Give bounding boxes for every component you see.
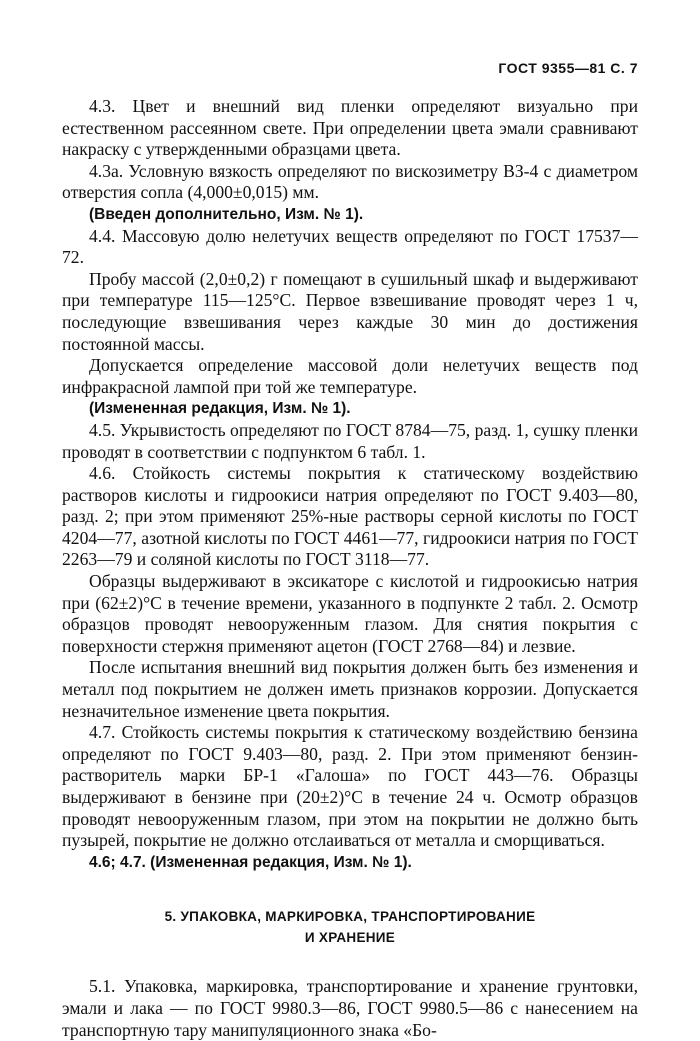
paragraph-4-6: 4.6. Стойкость системы покрытия к статическому воздействию растворов кислоты и гидроокиси натрия определяют по ГОСТ 9.403—80, разд. 2; при этом применяют 25%-ные растворы серной кислоты по ГОСТ 4204—77, азотной кислоты по ГОСТ 4461—77, гидроокиси натрия по ГОСТ 2263—79 и соляной кислоты по ГОСТ 3118—77. [62, 463, 638, 570]
paragraph-4-4-infrared: Допускается определение массовой доли нелетучих веществ под инфракрасной лампой при той же температуре. [62, 355, 638, 397]
amendment-note: (Введен дополнительно, Изм. № 1). [89, 205, 364, 223]
paragraph-4-3a: 4.3а. Условную вязкость определяют по вискозиметру ВЗ-4 с диаметром отверстия сопла (4,000±0,015) мм. [62, 160, 638, 203]
paragraph-4-5: 4.5. Укрывистость определяют по ГОСТ 8784—75, разд. 1, сушку пленки проводят в соответствии с подпунктом 6 табл. 1. [62, 419, 638, 462]
amendment-note: (Измененная редакция, Изм. № 1). [89, 400, 351, 418]
section-5-heading-line-2: И ХРАНЕНИЕ [304, 930, 396, 946]
paragraph-4-4-sample: Пробу массой (2,0±0,2) г помещают в сушильный шкаф и выдерживают при температуре 115—125°С. Первое взвешивание проводят через 1 ч, последующие взвешивания через каждые 30 мин до достижения постоянной массы. [62, 268, 638, 354]
running-header: ГОСТ 9355—81 С. 7 [498, 60, 638, 76]
section-5-heading [62, 906, 638, 948]
section-5-heading-line-1: 5. УПАКОВКА, МАРКИРОВКА, ТРАНСПОРТИРОВАНИЕ [164, 909, 536, 925]
paragraph-5-1: 5.1. Упаковка, маркировка, транспортирование и хранение грунтовки, эмали и лака — по ГОСТ 9980.3—86, ГОСТ 9980.5—86 с нанесением на транспортную тару манипуляционного знака «Бо- [62, 976, 638, 1040]
paragraph-4-4: 4.4. Массовую долю нелетучих веществ определяют по ГОСТ 17537—72. [62, 225, 638, 268]
paragraph-4-6-result: После испытания внешний вид покрытия должен быть без изменения и металл под покрытием не должен иметь признаков коррозии. Допускается незначительное изменение цвета покрытия. [62, 657, 638, 721]
amendment-note: 4.6; 4.7. (Измененная редакция, Изм. № 1). [89, 853, 412, 871]
paragraph-4-6-exposure: Образцы выдерживают в эксикаторе с кислотой и гидроокисью натрия при (62±2)°С в течение времени, указанного в подпункте 2 табл. 2. Осмотр образцов проводят невооруженным глазом. Для снятия покрытия с поверхности стержня применяют ацетон (ГОСТ 2768—84) и лезвие. [62, 571, 638, 656]
paragraph-4-7: 4.7. Стойкость системы покрытия к статическому воздействию бензина определяют по ГОСТ 9.403—80, разд. 2. При этом применяют бензин-растворитель марки БР-1 «Галоша» по ГОСТ 443—76. Образцы выдерживают в бензине при (20±2)°С в течение 24 ч. Осмотр образцов проводят невооруженным глазом, при этом на покрытии не должно быть пузырей, покрытие не должно отслаиваться от металла и сморщиваться. [62, 722, 638, 851]
paragraph-4-3: 4.3. Цвет и внешний вид пленки определяют визуально при естественном рассеянном свете. При определении цвета эмали сравнивают накраску с утвержденными образцами цвета. [62, 96, 638, 160]
document-body [62, 96, 638, 1041]
